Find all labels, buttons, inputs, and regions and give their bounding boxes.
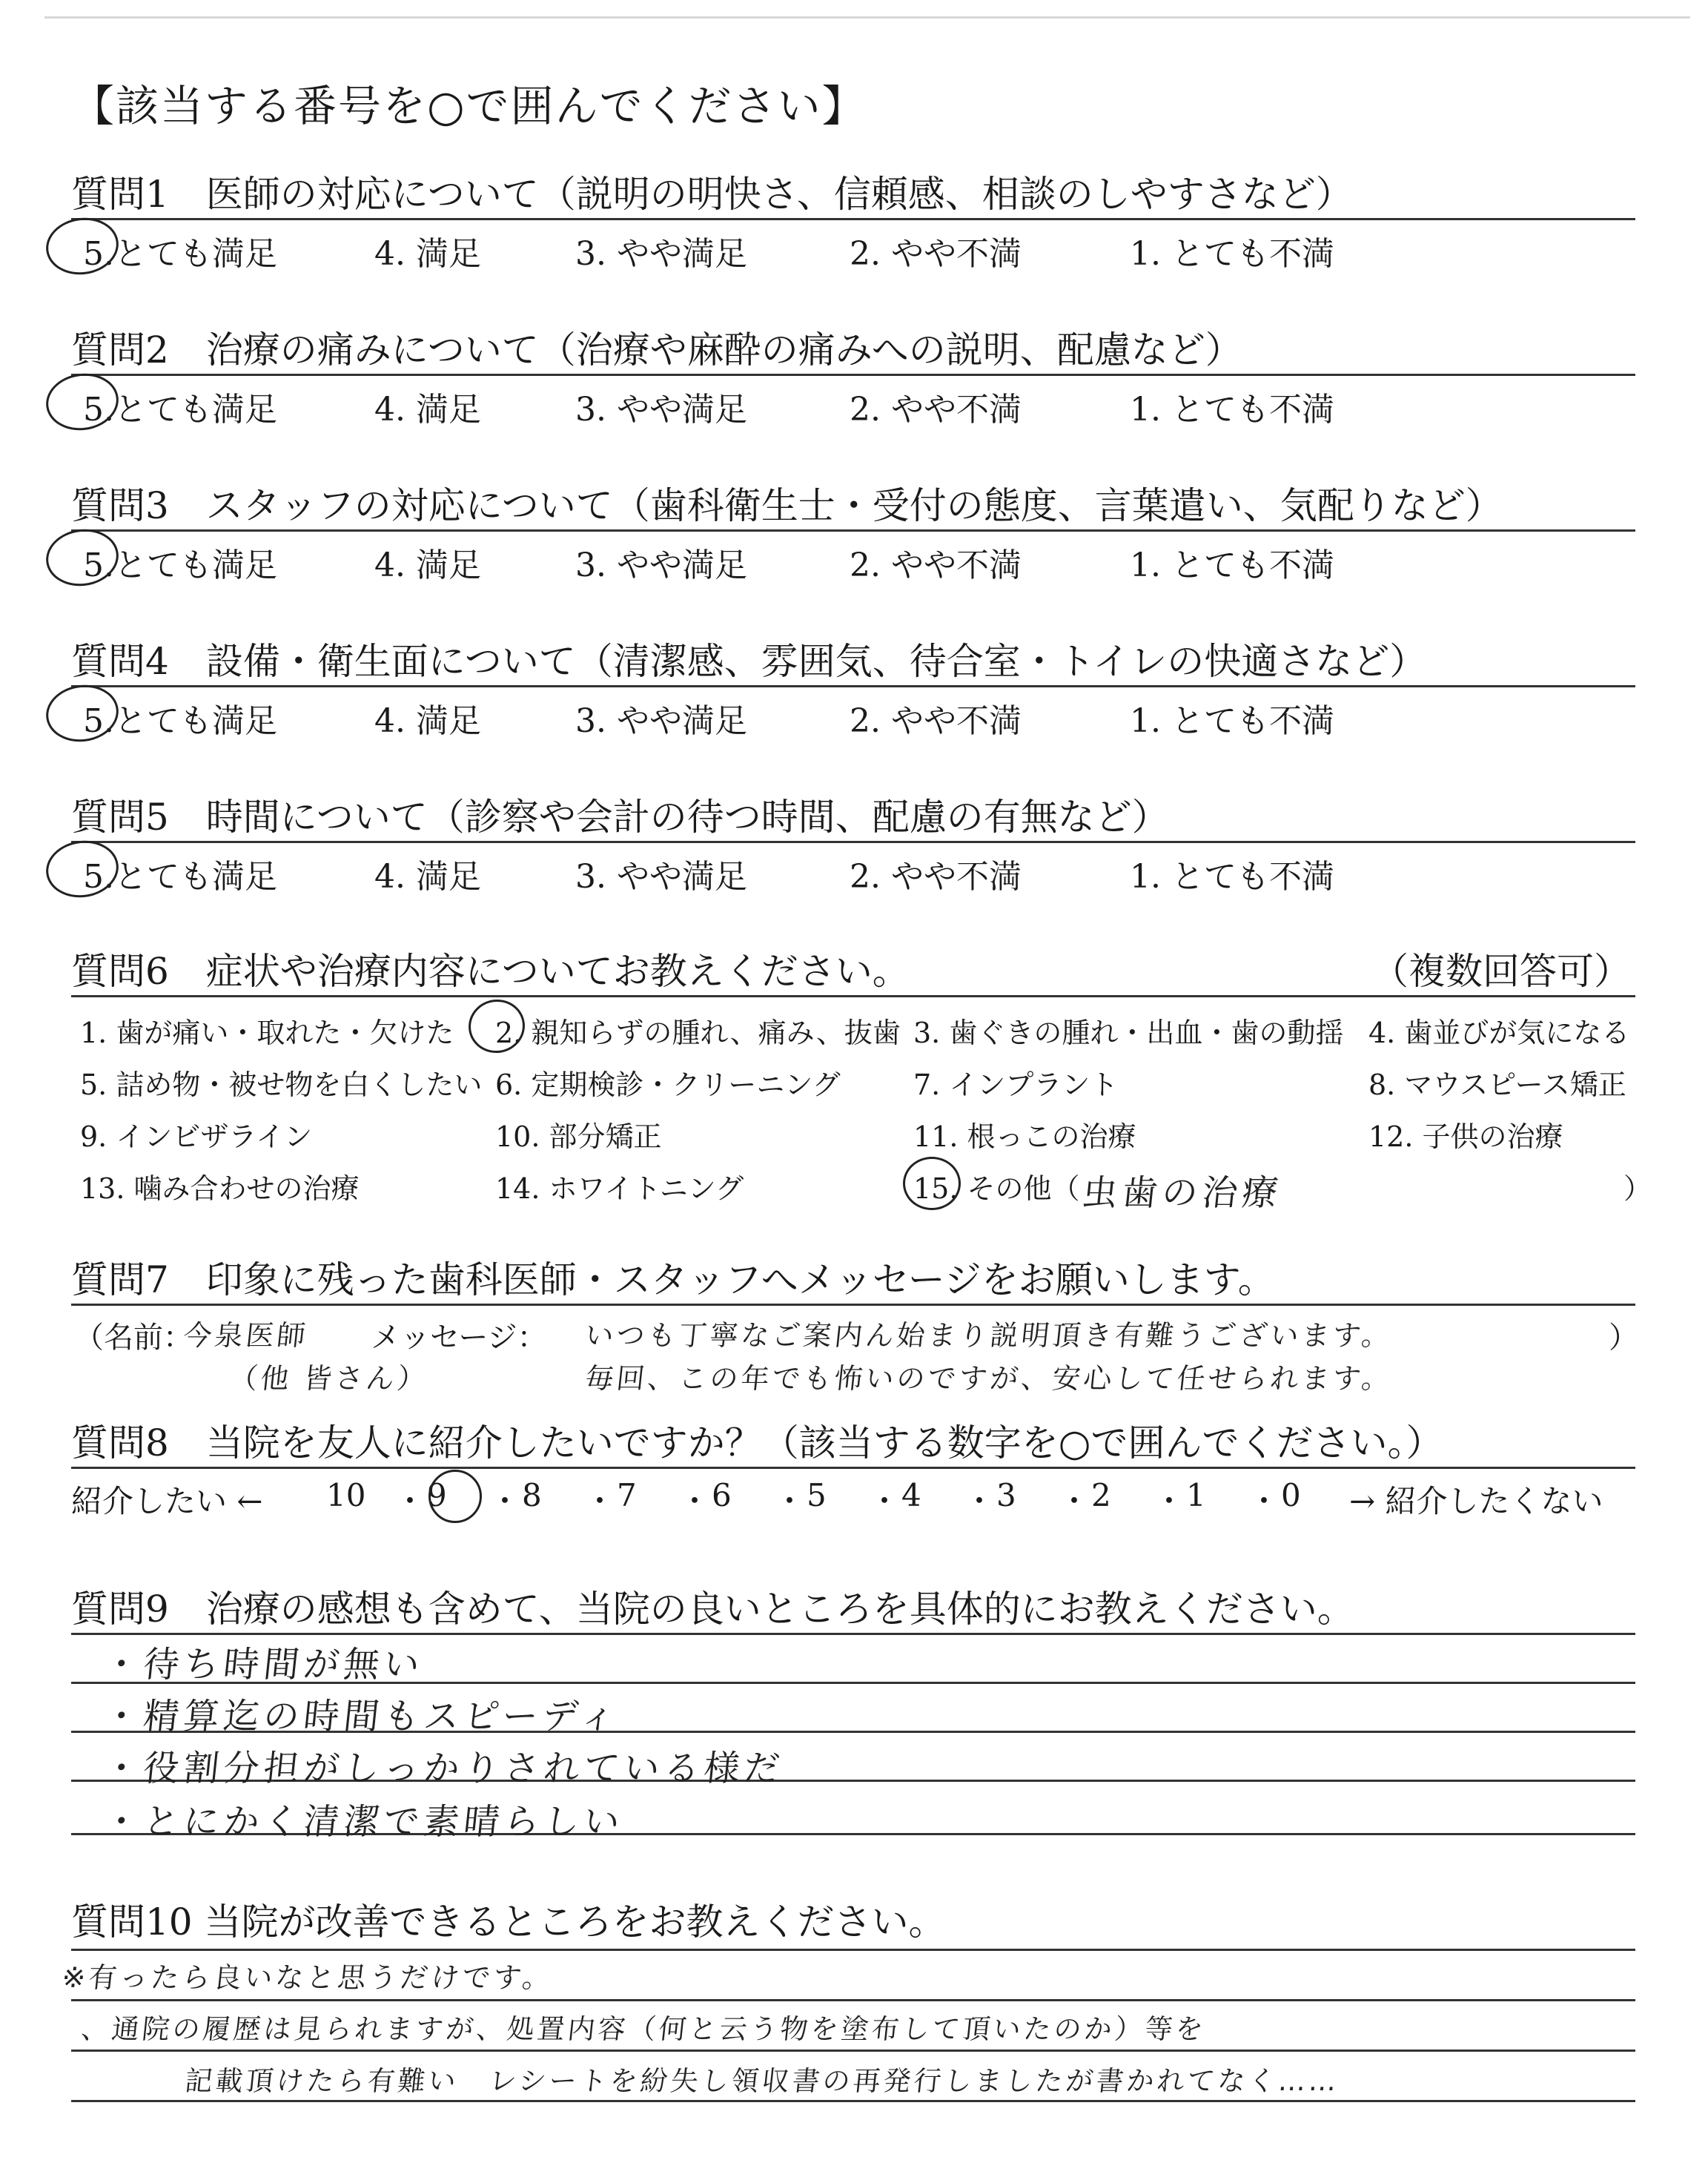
q8-selected-circle [428, 1470, 482, 1523]
q7-name-value[interactable]: 今泉医師 [182, 1319, 310, 1352]
q8-scale-8[interactable]: 8 [522, 1477, 542, 1513]
q8-scale-5[interactable]: 5 [807, 1477, 827, 1513]
q6-note: （複数回答可） [1371, 950, 1631, 993]
q4-rule [71, 685, 1635, 687]
q4-title: 質問4 設備・衛生面について（清潔感、雰囲気、待合室・トイレの快適さなど） [71, 640, 1427, 683]
q3-option-4[interactable]: 4. 満足 [374, 546, 481, 584]
q6-circle-15 [903, 1157, 961, 1210]
q8-scale-separator: ・ [584, 1483, 616, 1519]
q6-other-text[interactable]: 虫歯の治療 [1079, 1172, 1285, 1214]
q8-scale-4[interactable]: 4 [901, 1477, 921, 1513]
q2-option-3[interactable]: 3. やや満足 [575, 391, 747, 429]
q9-answer-4[interactable]: ・とにかく清潔で素晴らしい [101, 1801, 626, 1843]
q6-option-13[interactable]: 13. 噛み合わせの治療 [80, 1172, 360, 1205]
top-border [44, 16, 1690, 19]
q1-option-3[interactable]: 3. やや満足 [575, 235, 747, 273]
q6-option-3[interactable]: 3. 歯ぐきの腫れ・出血・歯の動揺 [913, 1017, 1344, 1049]
q7-message-label: メッセージ： [371, 1321, 547, 1355]
q7-close: ） [1609, 1321, 1638, 1355]
q3-rule [71, 529, 1635, 532]
q6-option-2[interactable]: 2. 親知らずの腫れ、痛み、抜歯 [495, 1017, 901, 1049]
q2-option-4[interactable]: 4. 満足 [374, 391, 481, 429]
q6-option-6[interactable]: 6. 定期検診・クリーニング [495, 1069, 841, 1101]
q9-answer-3[interactable]: ・役割分担がしっかりされている様だ [101, 1748, 787, 1789]
q8-left-label: 紹介したい ← [71, 1483, 263, 1519]
q8-scale-10[interactable]: 10 [326, 1477, 366, 1513]
q8-scale-separator: ・ [1248, 1483, 1280, 1519]
q7-message-line-2[interactable]: 毎回、この年でも怖いのですが、安心して任せられます。 [583, 1362, 1394, 1395]
q3-option-5[interactable]: 5.とても満足 [83, 546, 277, 584]
q2-rule [71, 374, 1635, 376]
q8-scale-3[interactable]: 3 [996, 1477, 1016, 1513]
q3-option-3[interactable]: 3. やや満足 [575, 546, 747, 584]
q8-scale-1[interactable]: 1 [1186, 1477, 1206, 1513]
q10-rule-1 [71, 1999, 1635, 2001]
q2-option-5[interactable]: 5.とても満足 [83, 391, 277, 429]
q8-scale-separator: ・ [394, 1483, 426, 1519]
q3-option-1[interactable]: 1. とても不満 [1130, 546, 1334, 584]
q1-rule [71, 218, 1635, 220]
q7-title: 質問7 印象に残った歯科医師・スタッフへメッセージをお願いします。 [71, 1258, 1275, 1301]
q3-option-2[interactable]: 2. やや不満 [850, 546, 1022, 584]
q4-option-2[interactable]: 2. やや不満 [850, 702, 1022, 740]
q7-message-line-1[interactable]: いつも丁寧なご案内ん始まり説明頂き有難うございます。 [583, 1319, 1394, 1352]
q8-scale-2[interactable]: 2 [1091, 1477, 1111, 1513]
q6-option-14[interactable]: 14. ホワイトニング [495, 1172, 744, 1205]
q8-rule [71, 1467, 1635, 1469]
q8-title: 質問8 当院を友人に紹介したいですか？（該当する数字を○で囲んでください。） [71, 1421, 1443, 1464]
q10-answer-3[interactable]: 記載頂けたら有難い レシートを紛失し領収書の再発行しましたが書かれてなく…… [183, 2065, 1341, 2097]
q4-option-4[interactable]: 4. 満足 [374, 702, 481, 740]
q8-scale-separator: ・ [679, 1483, 711, 1519]
q6-option-15[interactable]: 15. その他（ [913, 1172, 1080, 1205]
q9-answer-2[interactable]: ・精算迄の時間もスピーディ [101, 1696, 622, 1737]
q6-option-9[interactable]: 9. インビザライン [80, 1120, 313, 1153]
q8-right-label: → 紹介したくない [1349, 1483, 1603, 1519]
q10-rule-0 [71, 1949, 1635, 1951]
q6-option-7[interactable]: 7. インプラント [913, 1069, 1119, 1101]
q6-title: 質問6 症状や治療内容についてお教えください。 [71, 950, 910, 993]
q6-option-5[interactable]: 5. 詰め物・被せ物を白くしたい [80, 1069, 483, 1101]
q1-title: 質問1 医師の対応について（説明の明快さ、信頼感、相談のしやすさなど） [71, 173, 1353, 216]
q6-option-8[interactable]: 8. マウスピース矯正 [1368, 1069, 1626, 1101]
page-heading: 【該当する番号を○で囲んでください】 [71, 81, 867, 131]
q7-name-label: （名前： [74, 1321, 193, 1355]
q6-option-11[interactable]: 11. 根っこの治療 [913, 1120, 1136, 1153]
q5-option-2[interactable]: 2. やや不満 [850, 858, 1022, 896]
q5-option-4[interactable]: 4. 満足 [374, 858, 481, 896]
q8-scale-separator: ・ [1059, 1483, 1090, 1519]
q1-option-5[interactable]: 5.とても満足 [83, 235, 277, 273]
q1-option-4[interactable]: 4. 満足 [374, 235, 481, 273]
q5-option-5[interactable]: 5.とても満足 [83, 858, 277, 896]
q1-option-1[interactable]: 1. とても不満 [1130, 235, 1334, 273]
q6-option-10[interactable]: 10. 部分矯正 [495, 1120, 662, 1153]
q6-option-1[interactable]: 1. 歯が痛い・取れた・欠けた [80, 1017, 454, 1049]
q3-title: 質問3 スタッフの対応について（歯科衛生士・受付の態度、言葉遣い、気配りなど） [71, 484, 1503, 527]
q8-scale-6[interactable]: 6 [712, 1477, 732, 1513]
q5-rule [71, 841, 1635, 843]
q10-rule-2 [71, 2050, 1635, 2052]
q6-option-4[interactable]: 4. 歯並びが気になる [1368, 1017, 1630, 1049]
q8-scale-9[interactable]: 9 [427, 1477, 447, 1513]
q10-title: 質問10 当院が改善できるところをお教えください。 [71, 1900, 946, 1943]
q10-rule-3 [71, 2100, 1635, 2102]
q4-option-3[interactable]: 3. やや満足 [575, 702, 747, 740]
q8-scale-separator: ・ [869, 1483, 901, 1519]
q6-rule [71, 995, 1635, 997]
q7-rule [71, 1304, 1635, 1306]
q4-option-5[interactable]: 5.とても満足 [83, 702, 277, 740]
q1-option-2[interactable]: 2. やや不満 [850, 235, 1022, 273]
q5-option-1[interactable]: 1. とても不満 [1130, 858, 1334, 896]
q7-name-value-2[interactable]: （他 皆さん） [228, 1362, 431, 1395]
q2-title: 質問2 治療の痛みについて（治療や麻酔の痛みへの説明、配慮など） [71, 328, 1242, 371]
q9-rule-0 [71, 1633, 1635, 1635]
q4-option-1[interactable]: 1. とても不満 [1130, 702, 1334, 740]
q8-scale-separator: ・ [1153, 1483, 1185, 1519]
q8-scale-7[interactable]: 7 [617, 1477, 637, 1513]
q9-title: 質問9 治療の感想も含めて、当院の良いところを具体的にお教えください。 [71, 1588, 1354, 1631]
q6-other-close: ） [1623, 1172, 1652, 1205]
q2-option-2[interactable]: 2. やや不満 [850, 391, 1022, 429]
q8-scale-separator: ・ [774, 1483, 806, 1519]
q10-answer-1[interactable]: ※有ったら良いなと思うだけです。 [60, 1961, 555, 1994]
q9-answer-1[interactable]: ・待ち時間が無い [101, 1644, 426, 1685]
q8-scale-separator: ・ [964, 1483, 996, 1519]
q5-title: 質問5 時間について（診察や会計の待つ時間、配慮の有無など） [71, 796, 1169, 839]
q10-answer-2[interactable]: 、通院の履歴は見られますが、処置内容（何と云う物を塗布して頂いたのか）等を [79, 2013, 1208, 2045]
q2-option-1[interactable]: 1. とても不満 [1130, 391, 1334, 429]
q8-scale-0[interactable]: 0 [1281, 1477, 1301, 1513]
q6-option-12[interactable]: 12. 子供の治療 [1368, 1120, 1563, 1153]
q5-option-3[interactable]: 3. やや満足 [575, 858, 747, 896]
q8-scale-separator: ・ [489, 1483, 521, 1519]
